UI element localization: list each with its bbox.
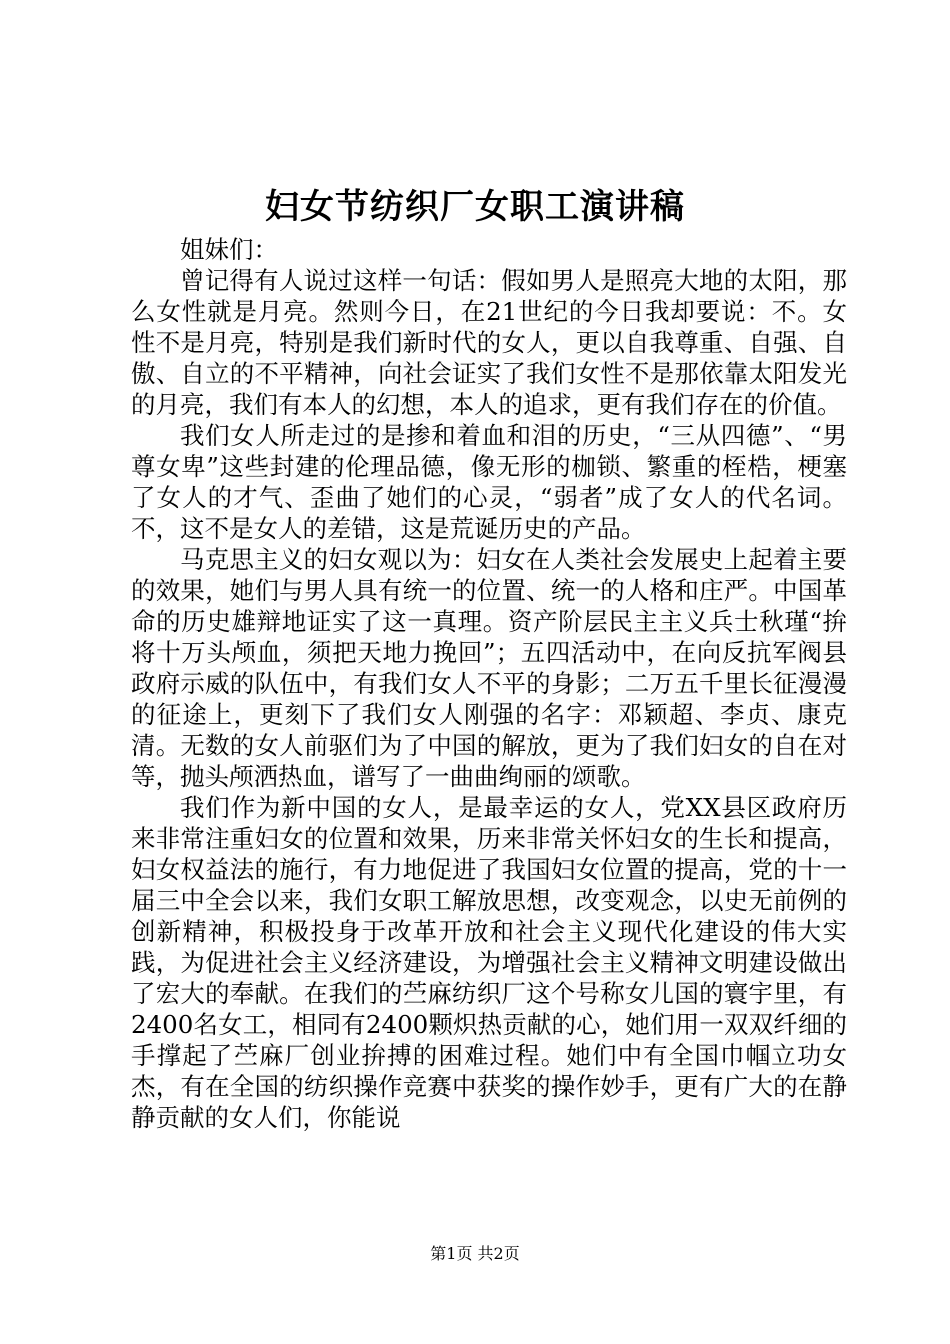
salutation: 姐妹们： [180,235,278,264]
document-title: 妇女节纺织厂女职工演讲稿 [265,187,685,227]
paragraph-2: 我们女人所走过的是掺和着血和泪的历史，“三从四德”、“男尊女卑”这些封建的伦理品德，像无形的枷锁、繁重的桎梏，梗塞了女人的才气、歪曲了她们的心灵，“弱者”成了女人的代名词。不，这不是女人的差错，这是荒诞历史的产品。 [131,421,847,543]
page-footer: 第1页 共2页 [430,1244,520,1263]
document-body [131,234,847,1133]
paragraph-3: 马克思主义的妇女观以为：妇女在人类社会发展史上起着主要的效果，她们与男人具有统一的位置、统一的人格和庄严。中国革命的历史雄辩地证实了这一真理。资产阶层民主主义兵士秋瑾“拚将十万头颅血，须把天地力挽回”；五四活动中，在向反抗军阀县政府示威的队伍中，有我们女人不平的身影；二万五千里长征漫漫的征途上，更刻下了我们女人刚强的名字：邓颖超、李贞、康克清。无数的女人前驱们为了中国的解放，更为了我们妇女的自在对等，抛头颅洒热血，谱写了一曲曲绚丽的颂歌。 [131,545,847,791]
paragraph-1: 曾记得有人说过这样一句话：假如男人是照亮大地的太阳，那么女性就是月亮。然则今日，在21世纪的今日我却要说：不。女性不是月亮，特别是我们新时代的女人，更以自我尊重、自强、自傲、自立的不平精神，向社会证实了我们女性不是那依靠太阳发光的月亮，我们有本人的幻想，本人的追求，更有我们存在的价值。 [131,266,847,419]
paragraph-4: 我们作为新中国的女人，是最幸运的女人，党XX县区政府历来非常注重妇女的位置和效果，历来非常关怀妇女的生长和提高，妇女权益法的施行，有力地促进了我国妇女位置的提高，党的十一届三中全会以来，我们女职工解放思想，改变观念，以史无前例的创新精神，积极投身于改革开放和社会主义现代化建设的伟大实践，为促进社会主义经济建设，为增强社会主义精神文明建设做出了宏大的奉献。在我们的苎麻纺织厂这个号称女儿国的寰宇里，有2400名女工，相同有2400颗炽热贡献的心，她们用一双双纤细的手撑起了苎麻厂创业拚搏的困难过程。她们中有全国巾帼立功女杰，有在全国的纺织操作竞赛中获奖的操作妙手，更有广大的在静静贡献的女人们，你能说 [131,793,847,1132]
